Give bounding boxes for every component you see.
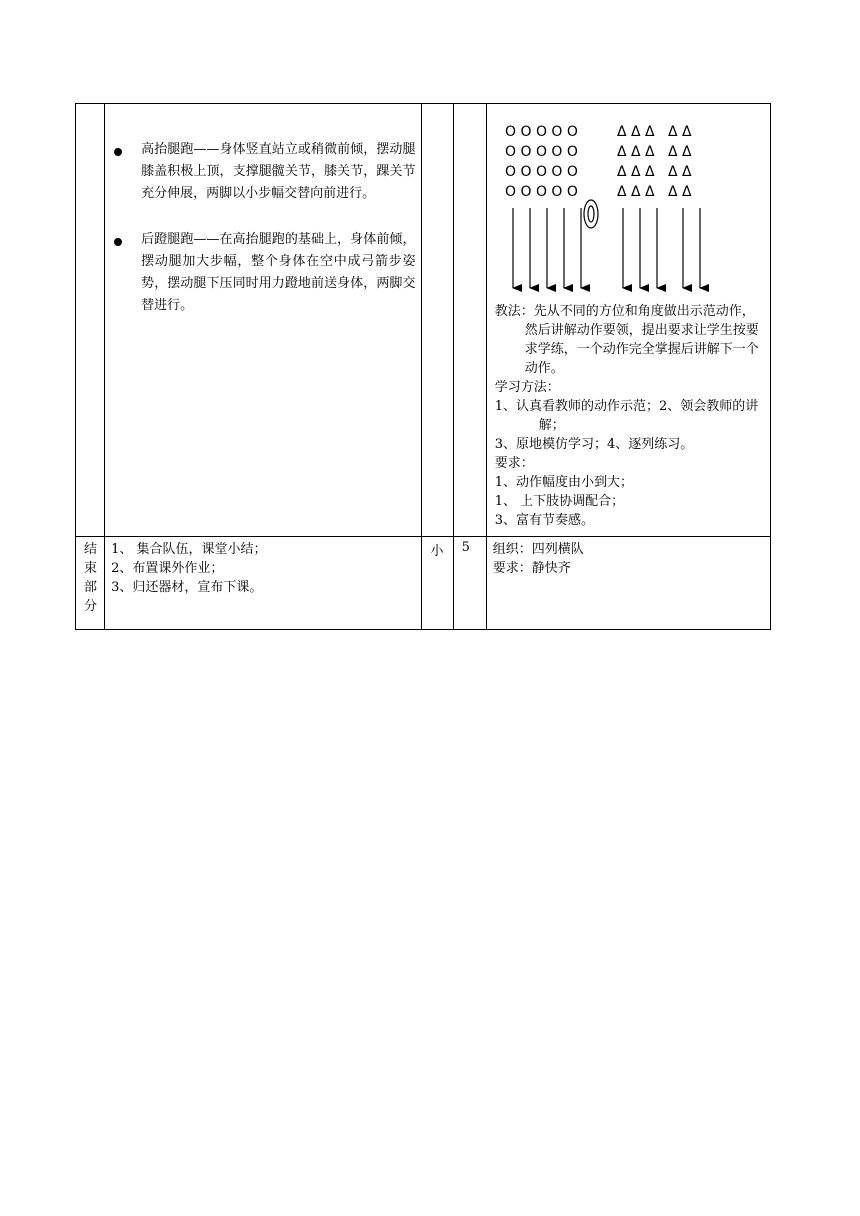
section-label-cell xyxy=(76,537,105,630)
section-label-char: 部 xyxy=(83,580,97,595)
intensity-value: 小 xyxy=(430,544,444,559)
circle-row: O O O O O xyxy=(504,164,578,180)
content-item: 3、归还器材，宣布下课。 xyxy=(111,580,263,595)
method-block xyxy=(487,302,770,530)
requirement-item: 3、富有节奏感。 xyxy=(494,513,595,528)
time-cell xyxy=(453,537,486,630)
time-cell xyxy=(453,104,486,537)
organization-text: 组织：四列横队 xyxy=(492,542,584,557)
learning-method-item: 3、原地模仿学习；4、逐列练习。 xyxy=(494,437,694,452)
main-section-row xyxy=(76,104,771,537)
formation-diagram xyxy=(493,116,733,296)
requirement-item: 1、 上下肢协调配合； xyxy=(494,494,625,509)
content-cell xyxy=(105,537,422,630)
intensity-cell xyxy=(422,104,453,537)
section-label-char: 束 xyxy=(83,561,97,576)
requirements-title: 要求： xyxy=(494,456,534,471)
teaching-method-text: 教法：先从不同的方位和角度做出示范动作，然后讲解动作要领，提出要求让学生按要求学练，一个动作完全掌握后讲解下一个动作。 xyxy=(494,304,759,376)
teacher-position-icon xyxy=(584,200,598,228)
circle-row: O O O O O xyxy=(504,184,578,200)
bullet-item xyxy=(105,139,421,205)
requirement-text: 要求：静快齐 xyxy=(492,561,571,576)
circle-row: O O O O O xyxy=(504,124,578,140)
time-value: 5 xyxy=(461,540,470,555)
section-label-char: 结 xyxy=(83,542,97,557)
circle-row: O O O O O xyxy=(504,144,578,160)
bullet-dot-icon xyxy=(114,238,122,246)
triangle-row: Δ Δ Δ Δ Δ xyxy=(616,124,692,140)
intensity-cell xyxy=(422,537,453,630)
triangle-row: Δ Δ Δ Δ Δ xyxy=(616,144,692,160)
bullet-text-high-knee: 高抬腿跑——身体竖直站立或稍微前倾，摆动腿膝盖积极上顶，支撑腿髋关节，膝关节，踝关节充分伸展，两脚以小步幅交替向前进行。 xyxy=(141,142,416,201)
learning-method-item: 1、认真看教师的动作示范；2、领会教师的讲解； xyxy=(494,399,759,433)
teacher-position-inner-icon xyxy=(588,206,594,222)
lesson-plan-table xyxy=(75,103,771,630)
ending-organization xyxy=(487,537,770,578)
content-cell xyxy=(105,104,422,537)
triangle-row: Δ Δ Δ Δ Δ xyxy=(616,164,692,180)
movement-arrows xyxy=(513,208,700,288)
ending-section-row xyxy=(76,537,771,630)
learning-method-title: 学习方法： xyxy=(494,380,560,395)
section-label-char: 分 xyxy=(83,599,97,614)
ending-content xyxy=(105,537,421,597)
requirement-item: 1、动作幅度由小到大； xyxy=(494,475,634,490)
bullet-item xyxy=(105,229,421,317)
organization-cell xyxy=(486,537,770,630)
triangle-row: Δ Δ Δ Δ Δ xyxy=(616,184,692,200)
bullet-text-back-kick: 后蹬腿跑——在高抬腿跑的基础上，身体前倾，摆动腿加大步幅，整个身体在空中成弓箭步姿势，摆动腿下压同时用力蹬地前送身体，两脚交替进行。 xyxy=(141,232,416,313)
content-item: 2、布置课外作业； xyxy=(111,561,224,576)
content-item: 1、 集合队伍，课堂小结； xyxy=(111,542,267,557)
section-label xyxy=(76,537,105,616)
bullet-dot-icon xyxy=(114,148,122,156)
section-label-cell xyxy=(76,104,105,537)
organization-cell xyxy=(486,104,770,537)
